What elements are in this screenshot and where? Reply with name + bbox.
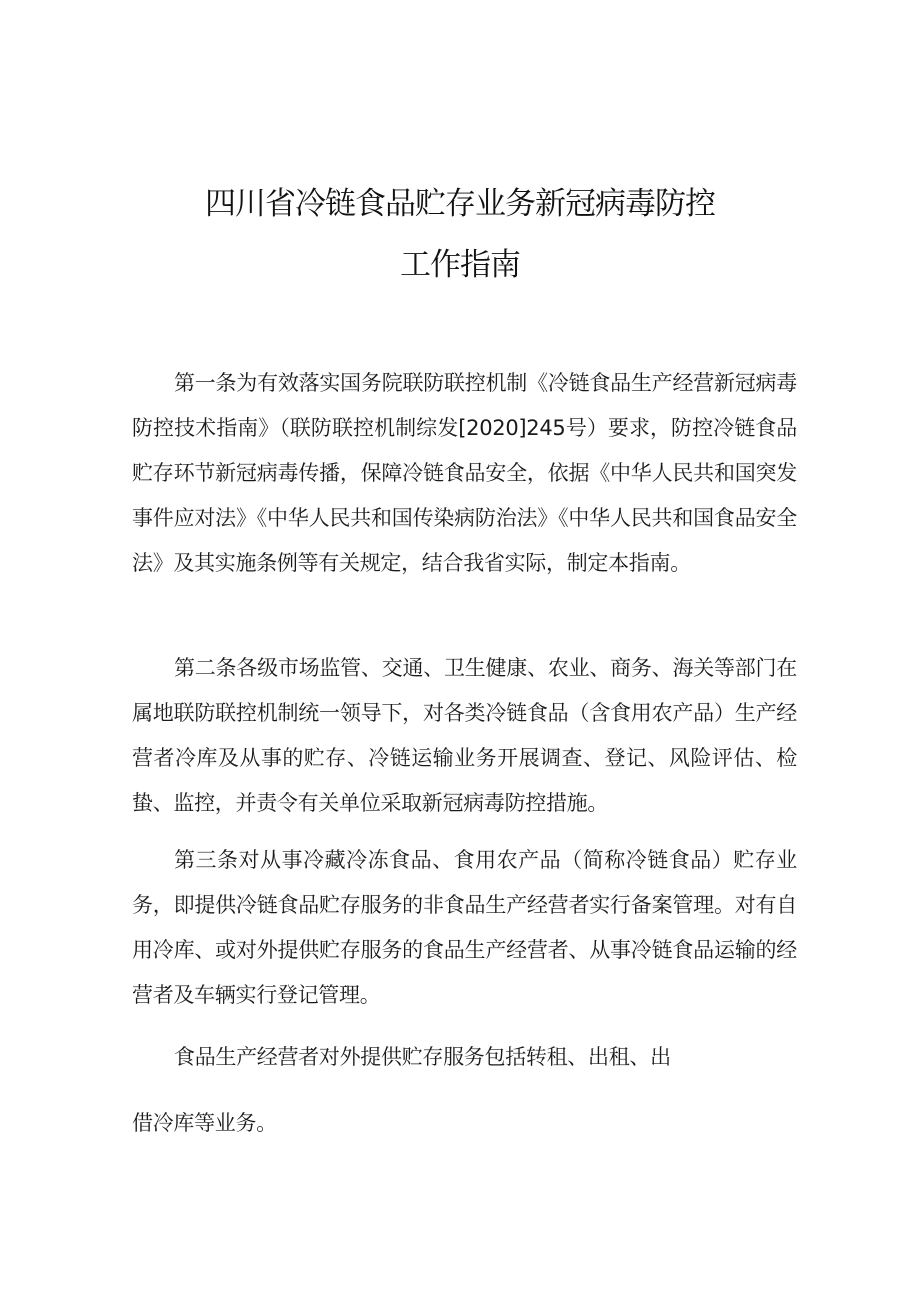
- article-1-paragraph: 第一条为有效落实国务院联防联控机制《冷链食品生产经营新冠病毒防控技术指南》（联防联控机制综发[2020]245号）要求，防控冷链食品贮存环节新冠病毒传播，保障冷链食品安全，依据《中华人民共和国突发事件应对法》《中华人民共和国传染病防治法》《中华人民共和国食品安全法》及其实施条例等有关规定，结合我省实际，制定本指南。: [132, 371, 797, 575]
- document-title-line-2: 工作指南: [400, 247, 520, 283]
- article-2-paragraph: 第二条各级市场监管、交通、卫生健康、农业、商务、海关等部门在属地联防联控机制统一领导下，对各类冷链食品（含食用农产品）生产经营者冷库及从事的贮存、冷链运输业务开展调查、登记、风险评估、检蛰、监控，并责令有关单位采取新冠病毒防控措施。: [132, 656, 797, 815]
- document-title-line-1: 四川省冷链食品贮存业务新冠病毒防控: [205, 186, 715, 222]
- article-2-container: [132, 646, 797, 826]
- article-1-container: [132, 361, 797, 586]
- note-line-1: 食品生产经营者对外提供贮存服务包括转租、出租、出: [174, 1045, 671, 1069]
- article-3-container: [132, 838, 797, 1018]
- article-3-paragraph: 第三条对从事冷藏冷冻食品、食用农产品（简称冷链食品）贮存业务，即提供冷链食品贮存服务的非食品生产经营者实行备案管理。对有自用冷库、或对外提供贮存服务的食品生产经营者、从事冷链食品运输的经营者及车辆实行登记管理。: [132, 848, 797, 1007]
- note-line-2: 借冷库等业务。: [132, 1111, 277, 1135]
